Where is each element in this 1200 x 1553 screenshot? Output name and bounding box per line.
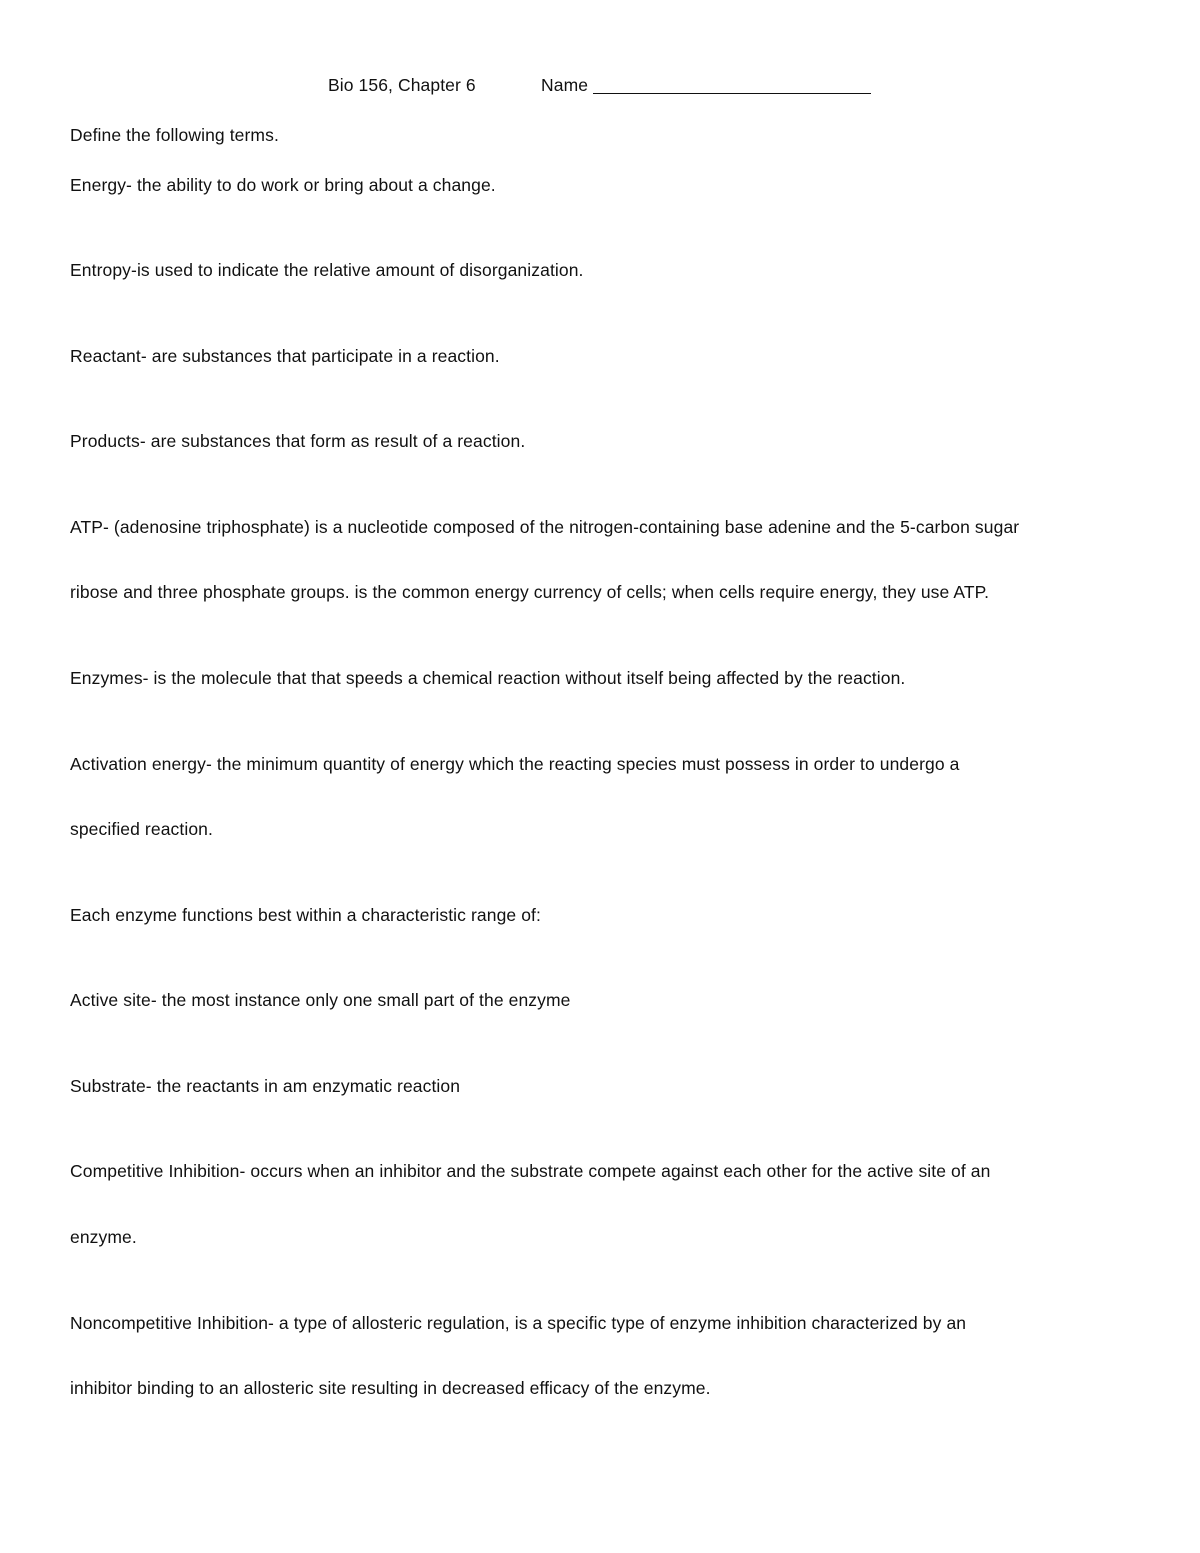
- enzyme-range-prompt: Each enzyme functions best within a characteristic range of:: [70, 905, 541, 925]
- term-substrate: Substrate- the reactants in am enzymatic reaction: [70, 1076, 461, 1096]
- term-activation-energy-continued: specified reaction.: [70, 819, 213, 839]
- term-reactant: Reactant- are substances that participate in a reaction.: [70, 346, 500, 366]
- term-activation-energy: Activation energy- the minimum quantity of energy which the reacting species must possess in order to undergo a: [70, 754, 960, 774]
- name-label: Name: [541, 75, 589, 95]
- term-enzymes: Enzymes- is the molecule that that speeds a chemical reaction without itself being affected by the reaction.: [70, 668, 906, 688]
- term-products: Products- are substances that form as result of a reaction.: [70, 431, 526, 451]
- term-atp-continued: ribose and three phosphate groups. is the common energy currency of cells; when cells require energy, they use ATP.: [70, 582, 990, 602]
- instructions: Define the following terms.: [70, 125, 279, 145]
- term-competitive-inhibition: Competitive Inhibition- occurs when an inhibitor and the substrate compete against each other for the active site of an: [70, 1161, 991, 1181]
- course-title: Bio 156, Chapter 6: [328, 75, 476, 95]
- term-active-site: Active site- the most instance only one small part of the enzyme: [70, 990, 571, 1010]
- term-atp: ATP- (adenosine triphosphate) is a nucleotide composed of the nitrogen-containing base adenine and the 5-carbon sugar: [70, 517, 1020, 537]
- page-header: [0, 74, 1200, 98]
- term-energy: Energy- the ability to do work or bring about a change.: [70, 175, 496, 195]
- term-competitive-inhibition-continued: enzyme.: [70, 1227, 137, 1247]
- term-noncompetitive-inhibition: Noncompetitive Inhibition- a type of allosteric regulation, is a specific type of enzyme inhibition characterized by an: [70, 1313, 967, 1333]
- term-noncompetitive-inhibition-continued: inhibitor binding to an allosteric site resulting in decreased efficacy of the enzyme.: [70, 1378, 711, 1398]
- term-entropy: Entropy-is used to indicate the relative amount of disorganization.: [70, 260, 584, 280]
- name-blank-line: [593, 93, 871, 94]
